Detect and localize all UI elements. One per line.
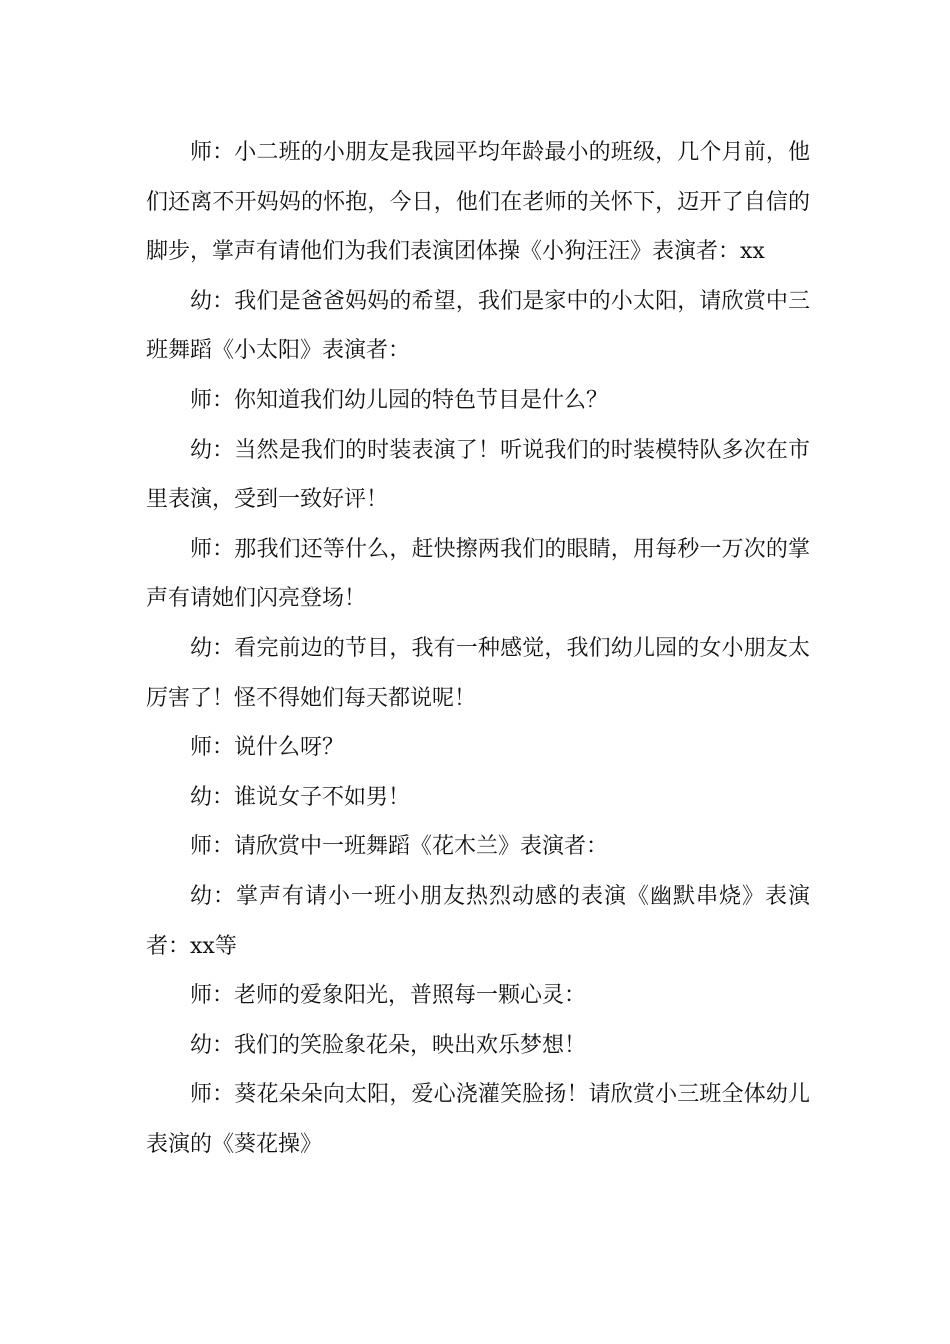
paragraph: 师：老师的爱象阳光，普照每一颗心灵： — [190, 983, 587, 1009]
paragraph: 幼：掌声有请小一班小朋友热烈动感的表演《幽默串烧》表演者：xx等 — [146, 883, 810, 959]
document-body — [146, 128, 810, 1169]
paragraph: 师：小二班的小朋友是我园平均年龄最小的班级，几个月前，他们还离不开妈妈的怀抱，今日，他们在老师的关怀下，迈开了自信的脚步，掌声有请他们为我们表演团体操《小狗汪汪》表演者：xx — [146, 140, 810, 265]
paragraph: 幼：我们是爸爸妈妈的希望，我们是家中的小太阳，请欣赏中三班舞蹈《小太阳》表演者： — [146, 288, 810, 364]
paragraph: 幼：看完前边的节目，我有一种感觉，我们幼儿园的女小朋友太厉害了！怪不得她们每天都说呢！ — [146, 635, 810, 711]
paragraph: 师：你知道我们幼儿园的特色节目是什么？ — [190, 387, 609, 413]
paragraph: 幼：我们的笑脸象花朵，映出欢乐梦想！ — [190, 1032, 587, 1058]
paragraph: 师：葵花朵朵向太阳，爱心浇灌笑脸扬！请欣赏小三班全体幼儿表演的《葵花操》 — [146, 1082, 810, 1157]
paragraph: 幼：谁说女子不如男！ — [190, 784, 411, 810]
paragraph: 幼：当然是我们的时装表演了！听说我们的时装模特队多次在市里表演，受到一致好评！ — [146, 437, 810, 513]
paragraph: 师：请欣赏中一班舞蹈《花木兰》表演者： — [190, 834, 609, 860]
paragraph: 师：那我们还等什么，赶快擦两我们的眼睛，用每秒一万次的掌声有请她们闪亮登场！ — [146, 536, 810, 612]
paragraph: 师：说什么呀？ — [190, 735, 345, 761]
